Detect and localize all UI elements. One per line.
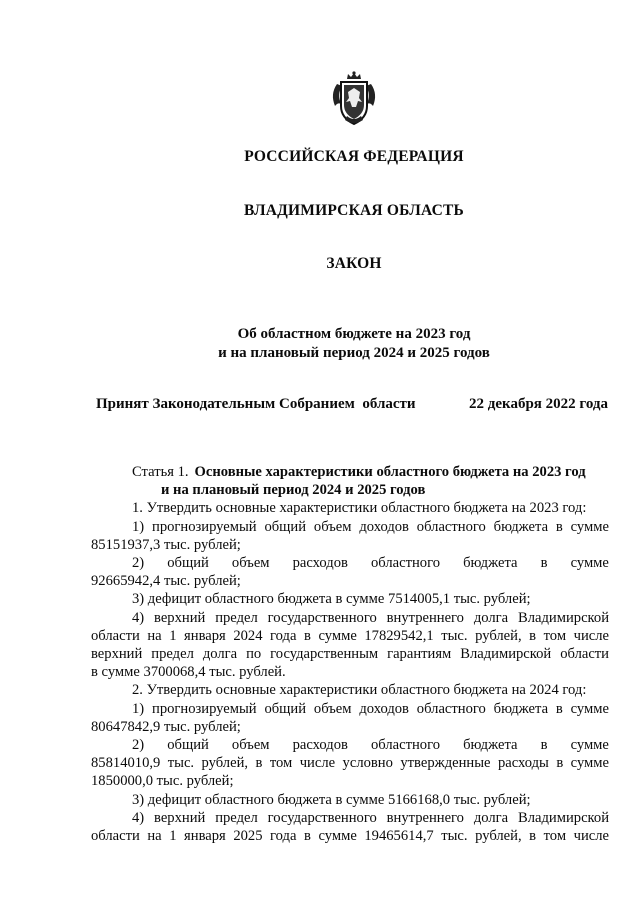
paragraph-line: 2. Утвердить основные характеристики областного бюджета на 2024 год: bbox=[132, 682, 587, 699]
adopted-date: 22 декабря 2022 года bbox=[469, 396, 608, 412]
paragraph-line: 92665942,4 тыс. рублей; bbox=[91, 573, 241, 590]
paragraph-line: 1) прогнозируемый общий объем доходов областного бюджета в сумме bbox=[132, 700, 609, 717]
region-heading: ВЛАДИМИРСКАЯ ОБЛАСТЬ bbox=[244, 202, 464, 219]
paragraph-line: 1850000,0 тыс. рублей; bbox=[91, 773, 234, 790]
article-heading bbox=[91, 463, 609, 481]
adoption-line bbox=[96, 396, 608, 413]
paragraph-line: 80647842,9 тыс. рублей; bbox=[91, 718, 241, 735]
subject-line-2: и на плановый период 2024 и 2025 годов bbox=[218, 345, 490, 361]
coat-of-arms-emblem bbox=[327, 70, 381, 128]
paragraph-line-spread: 2) общий объем расходов областного бюджета в сумме bbox=[132, 737, 609, 754]
paragraph-line: 4) верхний предел государственного внутреннего долга Владимирской bbox=[132, 809, 609, 826]
paragraph-line: 85151937,3 тыс. рублей; bbox=[91, 536, 241, 553]
paragraph-line: 3) дефицит областного бюджета в сумме 5166168,0 тыс. рублей; bbox=[132, 791, 531, 808]
article-title-line-2: и на плановый период 2024 и 2025 годов bbox=[161, 482, 426, 499]
subject-line-1: Об областном бюджете на 2023 год bbox=[237, 326, 471, 342]
law-subject bbox=[34, 325, 640, 363]
paragraph-line-spread: 2) общий объем расходов областного бюджета в сумме bbox=[132, 555, 609, 572]
article-label: Статья 1. bbox=[132, 464, 189, 480]
paragraph-line: верхний предел долга по государственным гарантиям Владимирской области bbox=[91, 646, 609, 663]
paragraph-line: 1. Утвердить основные характеристики областного бюджета на 2023 год: bbox=[132, 500, 587, 517]
article-1 bbox=[91, 463, 609, 845]
paragraph-line: в сумме 3700068,4 тыс. рублей. bbox=[91, 664, 286, 681]
paragraph-line: 1) прогнозируемый общий объем доходов областного бюджета в сумме bbox=[132, 518, 609, 535]
document-type-heading: ЗАКОН bbox=[326, 255, 382, 272]
country-heading: РОССИЙСКАЯ ФЕДЕРАЦИЯ bbox=[244, 148, 464, 165]
article-title-line-1: Основные характеристики областного бюджета на 2023 год bbox=[194, 464, 586, 480]
paragraph-line: 3) дефицит областного бюджета в сумме 7514005,1 тыс. рублей; bbox=[132, 591, 531, 608]
paragraph-line: 85814010,9 тыс. рублей, в том числе условно утвержденные расходы в сумме bbox=[91, 755, 609, 772]
paragraph-line: 4) верхний предел государственного внутреннего долга Владимирской bbox=[132, 609, 609, 626]
adopted-by: Принят Законодательным Собранием области bbox=[96, 396, 416, 412]
paragraph-line: области на 1 января 2025 года в сумме 19465614,7 тыс. рублей, в том числе bbox=[91, 828, 609, 845]
paragraph-line: области на 1 января 2024 года в сумме 17829542,1 тыс. рублей, в том числе bbox=[91, 627, 609, 644]
